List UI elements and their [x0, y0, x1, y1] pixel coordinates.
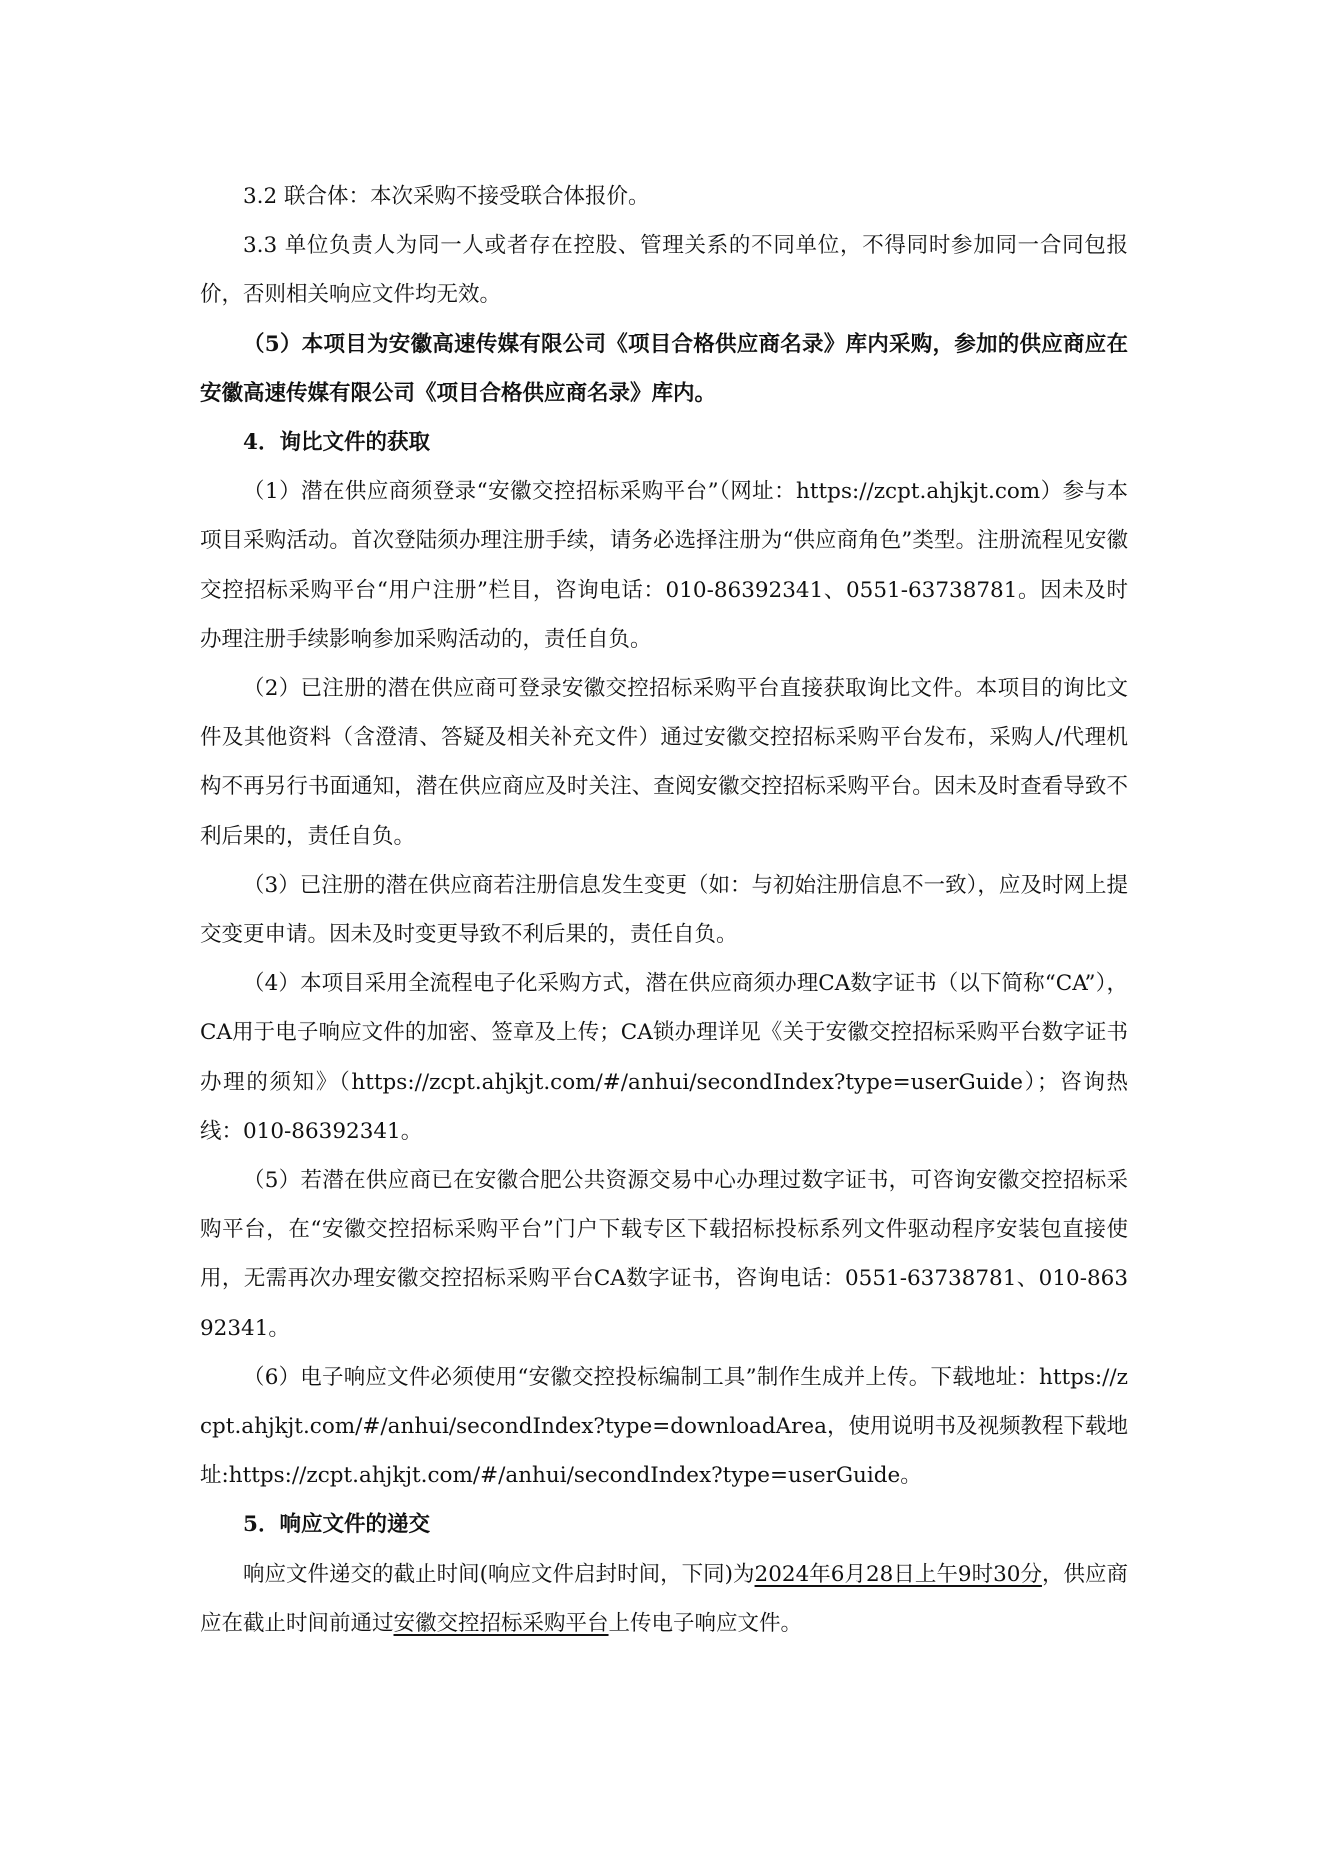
submission-deadline-paragraph [200, 1550, 1128, 1648]
item-1-registration: （1）潜在供应商须登录“安徽交控招标采购平台”（网址：https://zcpt.ahjkjt.com）参与本项目采购活动。首次登陆须办理注册手续，请务必选择注册为“供应商角色”类型。注册流程见安徽交控招标采购平台“用户注册”栏目，咨询电话：010-86392341、0551-63738781。因未及时办理注册手续影响参加采购活动的，责任自负。 [200, 479, 1128, 652]
item-3-change-info: （3）已注册的潜在供应商若注册信息发生变更（如：与初始注册信息不一致），应及时网上提交变更申请。因未及时变更导致不利后果的，责任自负。 [200, 872, 1128, 948]
deadline-text-mid: ，供应商应在截止时间前通过 [200, 1561, 1128, 1636]
clause-5-qualified-supplier: （5）本项目为安徽高速传媒有限公司《项目合格供应商名录》库内采购，参加的供应商应在安徽高速传媒有限公司《项目合格供应商名录》库内。 [200, 331, 1128, 406]
item-2-obtain-document: （2）已注册的潜在供应商可登录安徽交控招标采购平台直接获取询比文件。本项目的询比文件及其他资料（含澄清、答疑及相关补充文件）通过安徽交控招标采购平台发布，采购人/代理机构不再另行书面通知，潜在供应商应及时关注、查阅安徽交控招标采购平台。因未及时查看导致不利后果的，责任自负。 [200, 676, 1128, 849]
deadline-text-post: 上传电子响应文件。 [608, 1610, 803, 1636]
section-heading-4: 4．询比文件的获取 [243, 430, 430, 456]
document-page [200, 172, 1128, 1648]
item-6-bid-tool: （6）电子响应文件必须使用“安徽交控投标编制工具”制作生成并上传。下载地址：https://zcpt.ahjkjt.com/#/anhui/secondIndex?type=downloadArea，使用说明书及视频教程下载地址:https://zcpt.ahjkjt.com/#/anhui/secondIndex?type=userGuide。 [200, 1364, 1128, 1489]
deadline-text-pre: 响应文件递交的截止时间(响应文件启封时间，下同)为 [243, 1561, 755, 1587]
deadline-date: 2024年6月28日上午9时30分 [754, 1561, 1042, 1587]
clause-3-2: 3.2 联合体：本次采购不接受联合体报价。 [243, 184, 650, 209]
platform-name: 安徽交控招标采购平台 [393, 1610, 609, 1636]
item-5-existing-certificate: （5）若潜在供应商已在安徽合肥公共资源交易中心办理过数字证书，可咨询安徽交控招标采购平台，在“安徽交控招标采购平台”门户下载专区下载招标投标系列文件驱动程序安装包直接使用，无需再次办理安徽交控招标采购平台CA数字证书，咨询电话：0551-63738781、010-86392341。 [200, 1168, 1128, 1341]
clause-3-3: 3.3 单位负责人为同一人或者存在控股、管理关系的不同单位，不得同时参加同一合同包报价，否则相关响应文件均无效。 [200, 233, 1128, 308]
section-heading-5: 5．响应文件的递交 [243, 1512, 430, 1538]
item-4-ca-certificate: （4）本项目采用全流程电子化采购方式，潜在供应商须办理CA数字证书（以下简称“CA”），CA用于电子响应文件的加密、签章及上传；CA锁办理详见《关于安徽交控招标采购平台数字证书办理的须知》（https://zcpt.ahjkjt.com/#/anhui/secondIndex?type=userGuide）；咨询热线：010-86392341。 [200, 971, 1128, 1144]
